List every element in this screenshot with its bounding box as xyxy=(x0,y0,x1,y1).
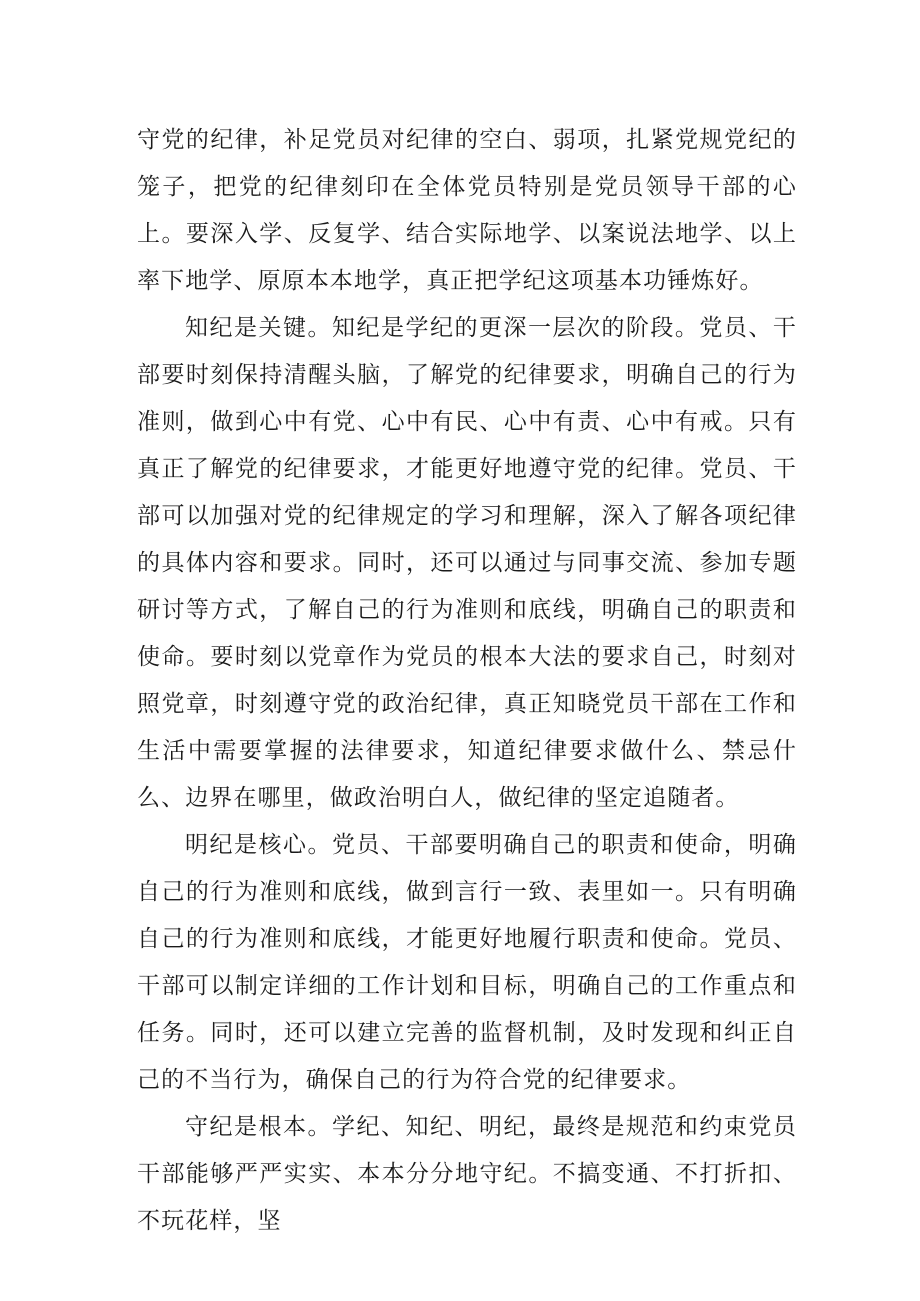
p1-line-1: 守党的纪律，补足党员对纪律的空白、弱项，扎紧党规党纪的笼子， xyxy=(137,127,797,200)
p2-line-6: 通过与同事交流、参加专题研讨等方式，了解自己的行为准则和底线， xyxy=(137,550,798,623)
paragraph-2 xyxy=(137,305,797,822)
p2-line-2: 刻保持清醒头脑，了解党的纪律要求，明确自己的行为准则，做到心 xyxy=(137,362,797,435)
p2-line-9: 作和生活中需要掌握的法律要求，知道纪律要求做什么、禁忌什么、 xyxy=(137,691,798,811)
document-body xyxy=(137,117,797,1245)
p3-line-2: 行为准则和底线，做到言行一致、表里如一。只有明确自己的行为准 xyxy=(137,879,797,952)
paragraph-1 xyxy=(137,117,797,305)
p3-line-4: 工作计划和目标，明确自己的工作重点和任务。同时，还可以建立完 xyxy=(137,973,797,1046)
p2-line-8: 己，时刻对照党章，时刻遵守党的政治纪律，真正知晓党员干部在工 xyxy=(137,644,798,717)
p4-line-2: 够严严实实、本本分分地守纪。不搞变通、不打折扣、不玩花样，坚 xyxy=(137,1161,797,1234)
p1-line-2: 把党的纪律刻印在全体党员特别是党员领导干部的心上。要深入学、 xyxy=(137,174,797,247)
p3-line-6: 合党的纪律要求。 xyxy=(498,1067,692,1093)
p1-line-4: 学，真正把学纪这项基本功锤炼好。 xyxy=(378,268,764,294)
p2-line-4: 求，才能更好地遵守党的纪律。党员、干部可以加强对党的纪律规定 xyxy=(137,456,797,529)
p2-line-5: 的学习和理解，深入了解各项纪律的具体内容和要求。同时，还可以 xyxy=(137,503,798,576)
p2-line-1: 知纪是关键。知纪是学纪的更深一层次的阶段。党员、干部要时 xyxy=(137,315,797,388)
p3-line-5: 善的监督机制，及时发现和纠正自己的不当行为，确保自己的行为符 xyxy=(137,1020,798,1093)
paragraph-3 xyxy=(137,822,797,1104)
p3-line-1: 明纪是核心。党员、干部要明确自己的职责和使命，明确自己的 xyxy=(137,832,797,905)
p2-line-7: 明确自己的职责和使命。要时刻以党章作为党员的根本大法的要求自 xyxy=(137,597,797,670)
p1-line-3: 反复学、结合实际地学、以案说法地学、以上率下地学、原原本本地 xyxy=(137,221,797,294)
p4-line-1: 守纪是根本。学纪、知纪、明纪，最终是规范和约束党员干部能 xyxy=(137,1114,797,1187)
p2-line-3: 中有党、心中有民、心中有责、心中有戒。只有真正了解党的纪律要 xyxy=(137,409,797,482)
p3-line-3: 则和底线，才能更好地履行职责和使命。党员、干部可以制定详细的 xyxy=(137,926,797,999)
p2-line-10: 边界在哪里，做政治明白人，做纪律的坚定追随者。 xyxy=(185,785,740,811)
paragraph-4 xyxy=(137,1104,797,1245)
